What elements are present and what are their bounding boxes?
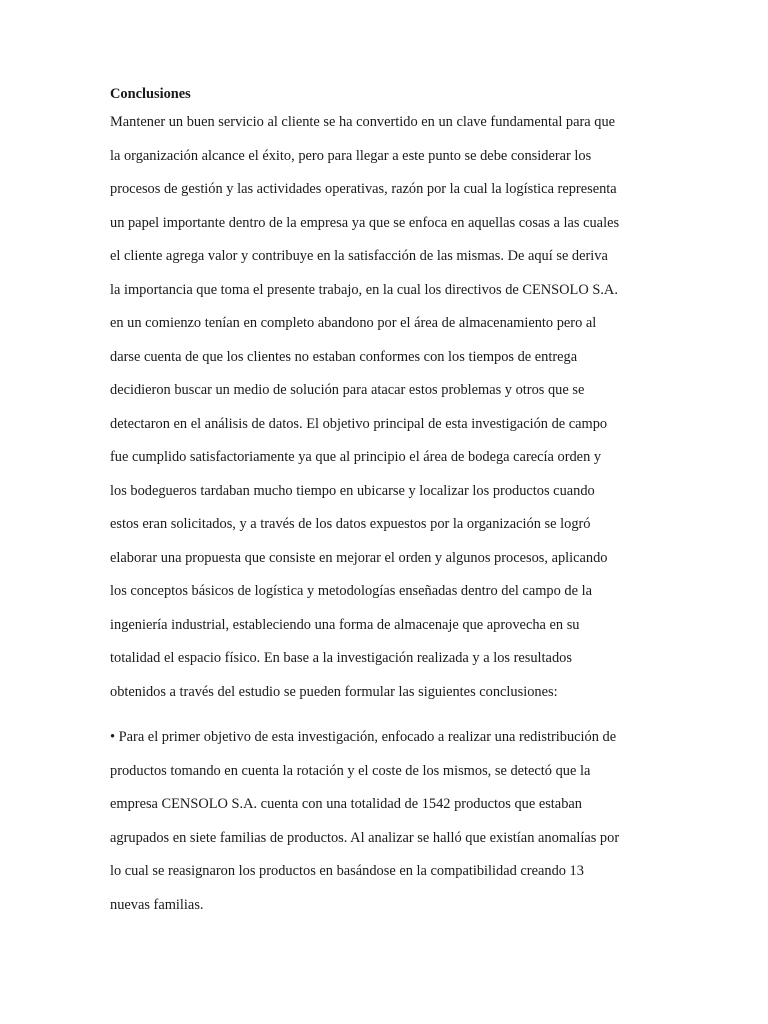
section-heading: Conclusiones (110, 86, 191, 102)
text-line: agrupados en siete familias de productos. Al analizar se halló que existían anomalías por (110, 829, 620, 846)
text-line: en un comienzo tenían en completo abandono por el área de almacenamiento pero al (110, 315, 597, 331)
text-line: un papel importante dentro de la empresa ya que se enfoca en aquellas cosas a las cuales (110, 214, 620, 231)
text-line: la organización alcance el éxito, pero para llegar a este punto se debe considerar los (110, 147, 592, 164)
text-line: ingeniería industrial, estableciendo una forma de almacenaje que aprovecha en su (110, 616, 580, 633)
text-line: nuevas familias. (110, 896, 204, 913)
text-line: • Para el primer objetivo de esta investigación, enfocado a realizar una redistribución de (110, 729, 617, 745)
text-line: los bodegueros tardaban mucho tiempo en ubicarse y localizar los productos cuando (110, 482, 595, 499)
text-line: darse cuenta de que los clientes no estaban conformes con los tiempos de entrega (110, 348, 578, 365)
text-line: la importancia que toma el presente trabajo, en la cual los directivos de CENSOLO S.A. (110, 281, 618, 298)
text-line: procesos de gestión y las actividades operativas, razón por la cual la logística representa (110, 181, 617, 197)
text-line: lo cual se reasignaron los productos en basándose en la compatibilidad creando 13 (110, 863, 584, 879)
text-line: totalidad el espacio físico. En base a la investigación realizada y a los resultados (110, 650, 572, 666)
text-line: Mantener un buen servicio al cliente se ha convertido en un clave fundamental para que (110, 114, 616, 130)
text-line: obtenidos a través del estudio se pueden formular las siguientes conclusiones: (110, 683, 558, 700)
text-line: empresa CENSOLO S.A. cuenta con una totalidad de 1542 productos que estaban (110, 796, 582, 812)
text-line: detectaron en el análisis de datos. El objetivo principal de esta investigación de campo (110, 415, 608, 432)
text-line: elaborar una propuesta que consiste en mejorar el orden y algunos procesos, aplicando (110, 549, 608, 566)
text-line: estos eran solicitados, y a través de los datos expuestos por la organización se logró (110, 516, 591, 532)
text-line: el cliente agrega valor y contribuye en la satisfacción de las mismas. De aquí se deriva (110, 248, 608, 264)
text-line: fue cumplido satisfactoriamente ya que al principio el área de bodega carecía orden y (110, 449, 602, 465)
text-line: decidieron buscar un medio de solución para atacar estos problemas y otros que se (110, 382, 585, 398)
text-line: productos tomando en cuenta la rotación y el coste de los mismos, se detectó que la (110, 762, 591, 779)
text-line: los conceptos básicos de logística y metodologías enseñadas dentro del campo de la (110, 583, 592, 599)
